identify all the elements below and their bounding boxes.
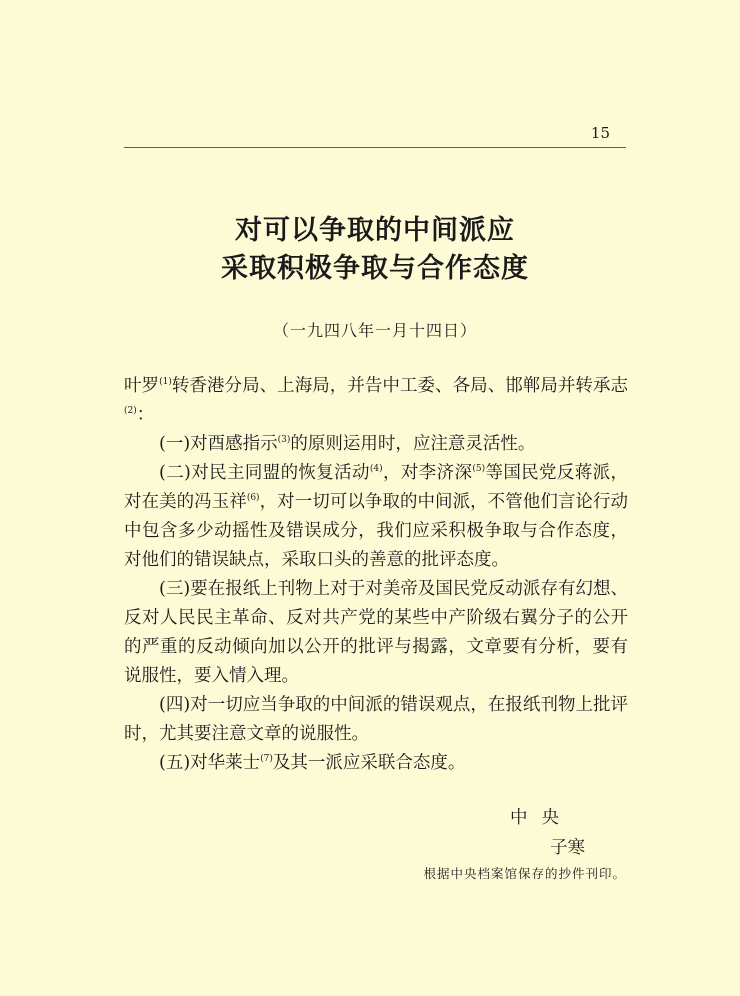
text-run: ，对一切可以争取的中间派，不管他们言论行动中包含多少动摇性及错误成分，我们应采积极争取与合作态度，对他们的错误缺点，采取口头的善意的批评态度。 — [124, 492, 628, 570]
text-run: 叶罗 — [124, 376, 160, 396]
paragraph-3: (三)要在报纸上刊物上对于对美帝及国民党反动派存有幻想、反对人民民主革命、反对共产党的某些中产阶级右翼分子的公开的严重的反动倾向加以公开的批评与揭露，文章要有分析，要有说服性，要入情入理。 — [124, 579, 628, 686]
text-run: ： — [136, 405, 155, 425]
document-title — [124, 212, 626, 288]
signature-organization: 中央 — [510, 808, 573, 828]
paragraph-2 — [124, 459, 628, 575]
footnote-marker: (6) — [246, 493, 260, 503]
footnote-marker: (5) — [472, 464, 486, 474]
header-rule — [124, 147, 626, 148]
text-run: 转香港分局、上海局，并告中工委、各局、邯郸局并转承志 — [171, 376, 629, 396]
footnote-marker: (4) — [369, 464, 383, 474]
paragraph-4: (四)对一切应当争取的中间派的错误观点，在报纸刊物上批评时，尤其要注意文章的说服性。 — [124, 695, 628, 744]
document-date: （一九四八年一月十四日） — [272, 321, 477, 340]
text-run: 等国民党反蒋派，对在美的冯玉祥 — [124, 463, 629, 512]
source-note: 根据中央档案馆保存的抄件刊印。 — [423, 866, 626, 881]
footnote-marker: (7) — [260, 754, 273, 764]
title-line-1: 对可以争取的中间派应 — [235, 215, 515, 246]
text-run: (一)对酉感指示 — [159, 434, 278, 454]
paragraph-5 — [124, 749, 628, 778]
paragraph-1 — [124, 430, 628, 459]
text-run: ，对李济深 — [382, 463, 473, 483]
footnote-marker: (1) — [159, 377, 172, 387]
text-run: (五)对华莱士 — [159, 753, 261, 773]
title-line-2: 采取积极争取与合作态度 — [221, 253, 529, 284]
page-number: 15 — [590, 124, 610, 142]
text-run: (二)对民主同盟的恢复活动 — [159, 463, 370, 483]
text-run: 及其一派应采联合态度。 — [272, 753, 466, 773]
footnote-marker: (3) — [277, 435, 291, 445]
salutation-paragraph — [124, 372, 628, 430]
document-body — [124, 372, 628, 778]
signature-date-code: 子寒 — [550, 838, 585, 858]
text-run: 的原则运用时，应注意灵活性。 — [290, 434, 536, 454]
footnote-marker: (2) — [124, 406, 137, 416]
